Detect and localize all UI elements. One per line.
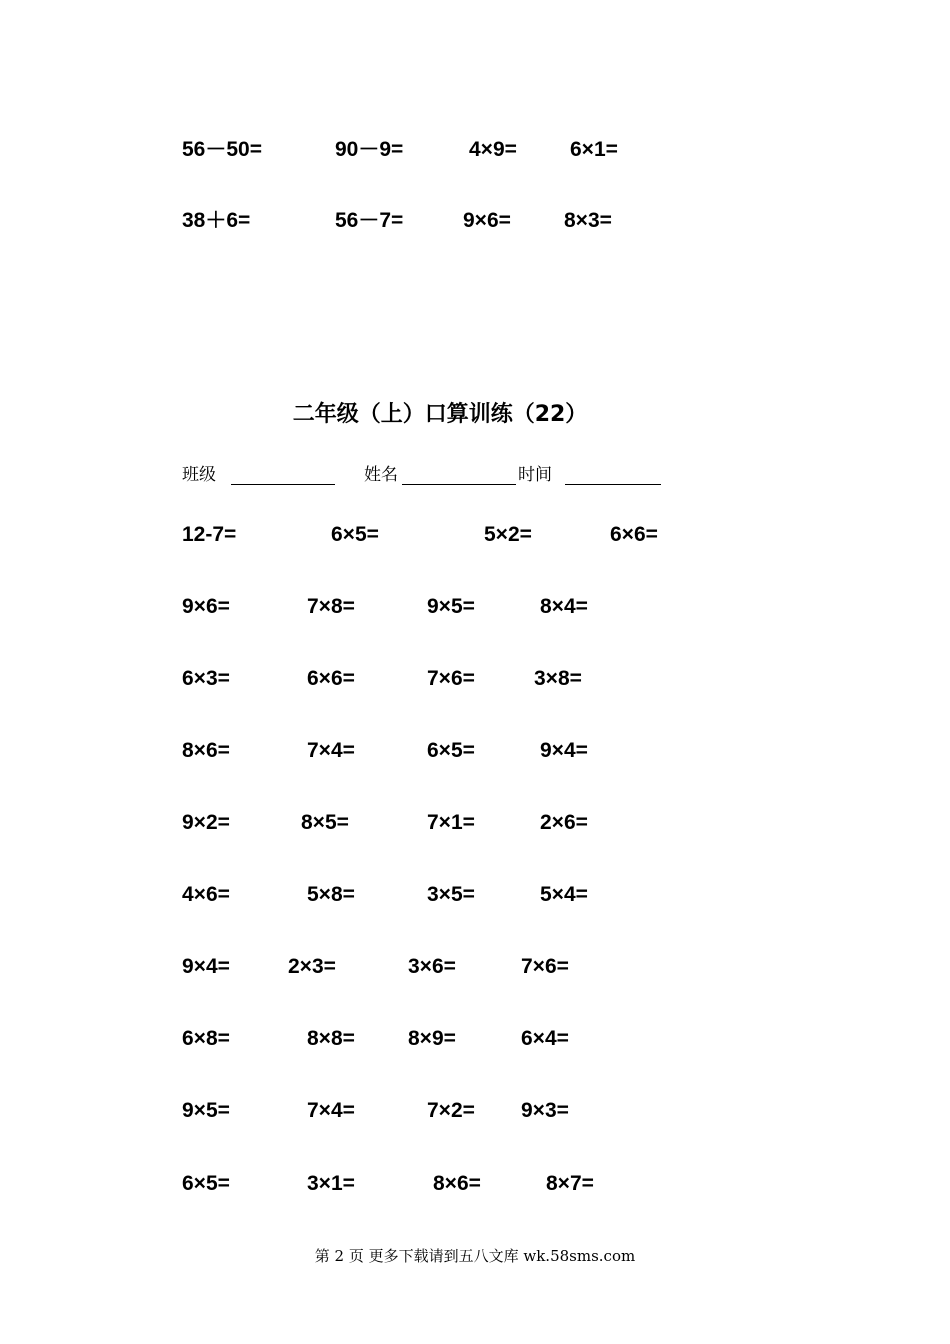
- problem: 7×4=: [307, 1099, 355, 1122]
- class-blank: [231, 484, 335, 485]
- problem: 9×5=: [427, 595, 475, 618]
- problem: 8×6=: [182, 739, 230, 762]
- problem: 3×5=: [427, 883, 475, 906]
- time-blank: [565, 484, 661, 485]
- problem: 7×8=: [307, 595, 355, 618]
- problem: 8×4=: [540, 595, 588, 618]
- class-label: 班级: [182, 465, 216, 485]
- problem: 12-7=: [182, 523, 237, 546]
- problem: 6×6=: [307, 667, 355, 690]
- problem: 8×5=: [301, 811, 349, 834]
- problem: 4×6=: [182, 883, 230, 906]
- problem: 9×2=: [182, 811, 230, 834]
- name-blank: [402, 484, 516, 485]
- problem: 7×1=: [427, 811, 475, 834]
- top-problem: 9×6=: [463, 209, 511, 232]
- problem: 8×9=: [408, 1027, 456, 1050]
- problem: 6×4=: [521, 1027, 569, 1050]
- worksheet-title: 二年级（上）口算训练（22）: [292, 402, 588, 427]
- problem: 7×6=: [521, 955, 569, 978]
- problem: 9×6=: [182, 595, 230, 618]
- top-problem: 38＋6=: [182, 209, 251, 232]
- problem: 8×6=: [433, 1172, 481, 1195]
- problem: 7×4=: [307, 739, 355, 762]
- problem: 3×8=: [534, 667, 582, 690]
- problem: 5×8=: [307, 883, 355, 906]
- problem: 6×5=: [182, 1172, 230, 1195]
- top-problem: 90－9=: [335, 138, 404, 161]
- problem: 9×4=: [182, 955, 230, 978]
- problem: 6×5=: [331, 523, 379, 546]
- time-label: 时间: [518, 465, 552, 485]
- top-problem: 56－50=: [182, 138, 262, 161]
- problem: 3×6=: [408, 955, 456, 978]
- page-footer: 第 2 页 更多下载请到五八文库 wk.58sms.com: [314, 1247, 636, 1265]
- problem: 2×3=: [288, 955, 336, 978]
- problem: 6×5=: [427, 739, 475, 762]
- name-label: 姓名: [364, 465, 398, 485]
- problem: 9×3=: [521, 1099, 569, 1122]
- problem: 2×6=: [540, 811, 588, 834]
- problem: 3×1=: [307, 1172, 355, 1195]
- problem: 8×8=: [307, 1027, 355, 1050]
- problem: 9×4=: [540, 739, 588, 762]
- top-problem: 4×9=: [469, 138, 517, 161]
- problem: 6×8=: [182, 1027, 230, 1050]
- problem: 9×5=: [182, 1099, 230, 1122]
- problem: 6×6=: [610, 523, 658, 546]
- problem: 6×3=: [182, 667, 230, 690]
- problem: 7×2=: [427, 1099, 475, 1122]
- problem: 8×7=: [546, 1172, 594, 1195]
- problem: 5×4=: [540, 883, 588, 906]
- problem: 5×2=: [484, 523, 532, 546]
- top-problem: 56－7=: [335, 209, 404, 232]
- top-problem: 6×1=: [570, 138, 618, 161]
- problem: 7×6=: [427, 667, 475, 690]
- top-problem: 8×3=: [564, 209, 612, 232]
